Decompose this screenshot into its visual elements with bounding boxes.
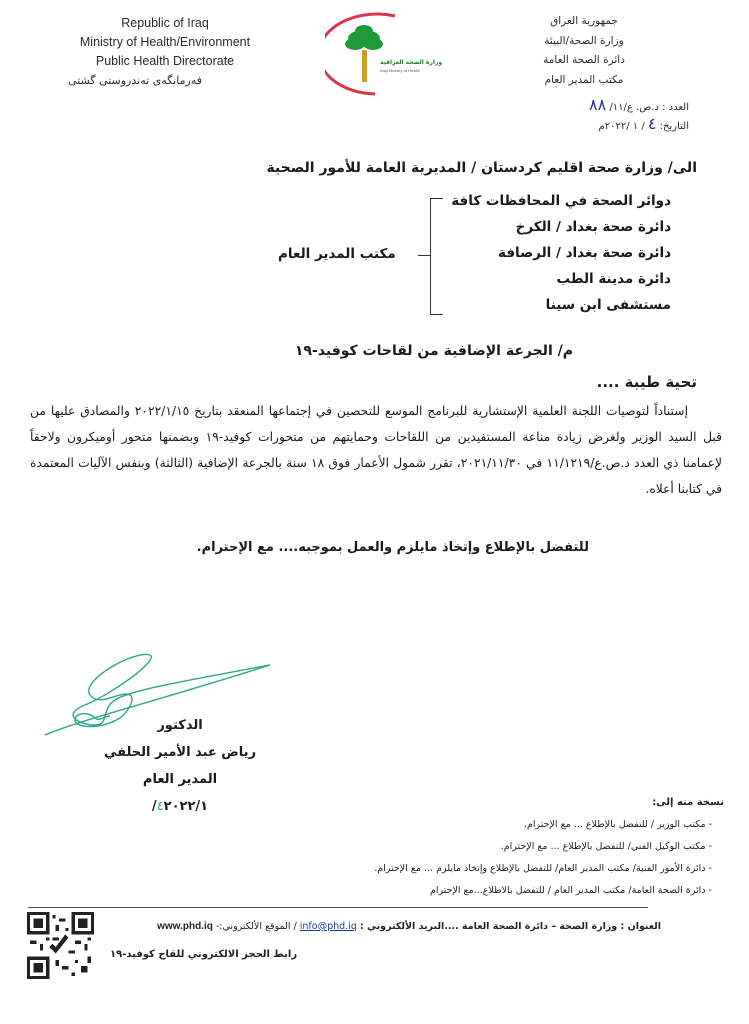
english-header-line3: Public Health Directorate [95, 54, 235, 68]
logo-arabic-text: وزارة الصحة العراقية [380, 59, 443, 66]
addressee-line: الى/ وزارة صحة اقليم كردستان / المديرية العامة للأمور الصحية [266, 160, 697, 176]
reference-date [589, 113, 689, 138]
office-label: مكتب المدير العام [278, 246, 396, 262]
recipient-item: دائرة مدينة الطب [556, 271, 671, 287]
reference-date-rest: / ١ /٢٠٢٢م [598, 121, 645, 132]
arabic-header-line1: جمهورية العراق [550, 15, 618, 27]
cc-item: - دائرة الأمور الفنية/ مكتب المدير العام/ للتفضل بالإطلاع وإتخاذ مايلزم ... مع الإحترام. [374, 863, 712, 874]
ministry-logo-icon [325, 12, 450, 97]
cc-item: - مكتب الوكيل الفني/ للتفضل بالإطلاع ... مع الإحترام. [500, 841, 712, 852]
greeting: تحية طيبة .... [596, 373, 697, 391]
footer-website-link[interactable]: www.phd.iq [157, 921, 213, 932]
arabic-header-line3: دائرة الصحة العامة [543, 54, 625, 66]
recipient-item: مستشفى ابن سينا [545, 297, 671, 313]
cc-item: - دائرة الصحة العامة/ مكتب المدير العام / للتفضل بالاطلاع...مع الإحترام [429, 885, 712, 896]
footer-address: العنوان : وزارة الصحة – دائرة الصحة العامة ....البريد الألكتروني : [359, 921, 661, 932]
kurdish-header-line: فەرمانگەی تەندروستی گشتی [68, 74, 203, 87]
bracket-connector [418, 255, 430, 256]
reference-number-handwritten: ٨٨ [589, 95, 607, 114]
recipients-bracket [430, 198, 443, 315]
signature-date-handwritten: ٤ [156, 799, 164, 814]
subject-line: م/ الجرعة الإضافية من لقاحات كوفيد-١٩ [294, 343, 573, 359]
qr-code-icon[interactable] [27, 912, 94, 979]
signatory-title: الدكتور [157, 718, 203, 733]
recipient-item: دوائر الصحة في المحافظات كافة [451, 193, 671, 209]
reference-date-label: التاريخ: [659, 121, 689, 132]
reference-block [589, 94, 689, 138]
booking-link-label[interactable]: رابط الحجز الالكتروني للقاح كوفيد-١٩ [110, 949, 298, 960]
signatory-position: المدير العام [142, 772, 218, 787]
letter-body-text: إستناداً لتوصيات اللجنة العلمية الإستشارية للبرنامج الموسع للتحصين في إجتماعها المنعقد بتاريخ ٢٠٢٢/١/١٥ والمصادق عليها من قبل السيد الوزير ولغرض زيادة مناعة المستفيدين من اللقاحات وحمايتهم من متحورات كوفيد-١٩ وبضمنها متحور أوميكرون ولاحقاً لإعمامنا ذي العدد د.ص.ع/١١/١٢١٩ في ٢٠٢١/١١/٣٠، تقرر شمول الأعمار فوق ١٨ سنة بالجرعة الإضافية (الثالثة) وبنفس الآليات المعتمدة في كتابنا أعلاه. [30, 404, 722, 496]
cc-title: نسخة منه إلى: [652, 797, 724, 808]
english-header-line1: Republic of Iraq [121, 16, 209, 30]
recipients-list [451, 188, 671, 318]
signatory-name: رياض عبد الأمير الحلفي [103, 745, 257, 760]
cc-item: - مكتب الوزير / للتفضل بالإطلاع ... مع الإحترام. [523, 819, 712, 830]
footer-email-link[interactable]: info@phd.iq [299, 921, 357, 932]
footer-website-label: / الموقع الألكتروني:- [215, 921, 297, 932]
signature-date [95, 793, 265, 820]
english-header-line2: Ministry of Health/Environment [79, 35, 251, 49]
letter-body [30, 398, 722, 502]
cc-list [374, 792, 724, 902]
reference-date-handwritten: ٤ [647, 114, 657, 133]
footer-divider [28, 907, 648, 908]
reference-number-label: العدد : د.ص. ع/١١/ [609, 102, 689, 113]
logo-english-text: Iraqi Ministry of Health [380, 68, 420, 73]
recipient-item: دائرة صحة بغداد / الكرخ [515, 219, 671, 235]
palm-tree-icon [345, 25, 383, 82]
recipient-item: دائرة صحة بغداد / الرصافة [498, 245, 671, 261]
signature-date-printed: ٢٠٢٢/١/ [151, 799, 209, 814]
english-letterhead [40, 14, 290, 90]
arabic-header-line4: مكتب المدير العام [544, 73, 624, 86]
footer-contact [157, 921, 661, 932]
signatory-block [95, 712, 265, 820]
arabic-header-line2: وزارة الصحة/البيئة [544, 34, 624, 47]
arabic-letterhead [499, 12, 669, 90]
closing-line: للتفضل بالإطلاع وإتخاذ مايلزم والعمل بموجبه.... مع الإحترام. [196, 540, 589, 555]
